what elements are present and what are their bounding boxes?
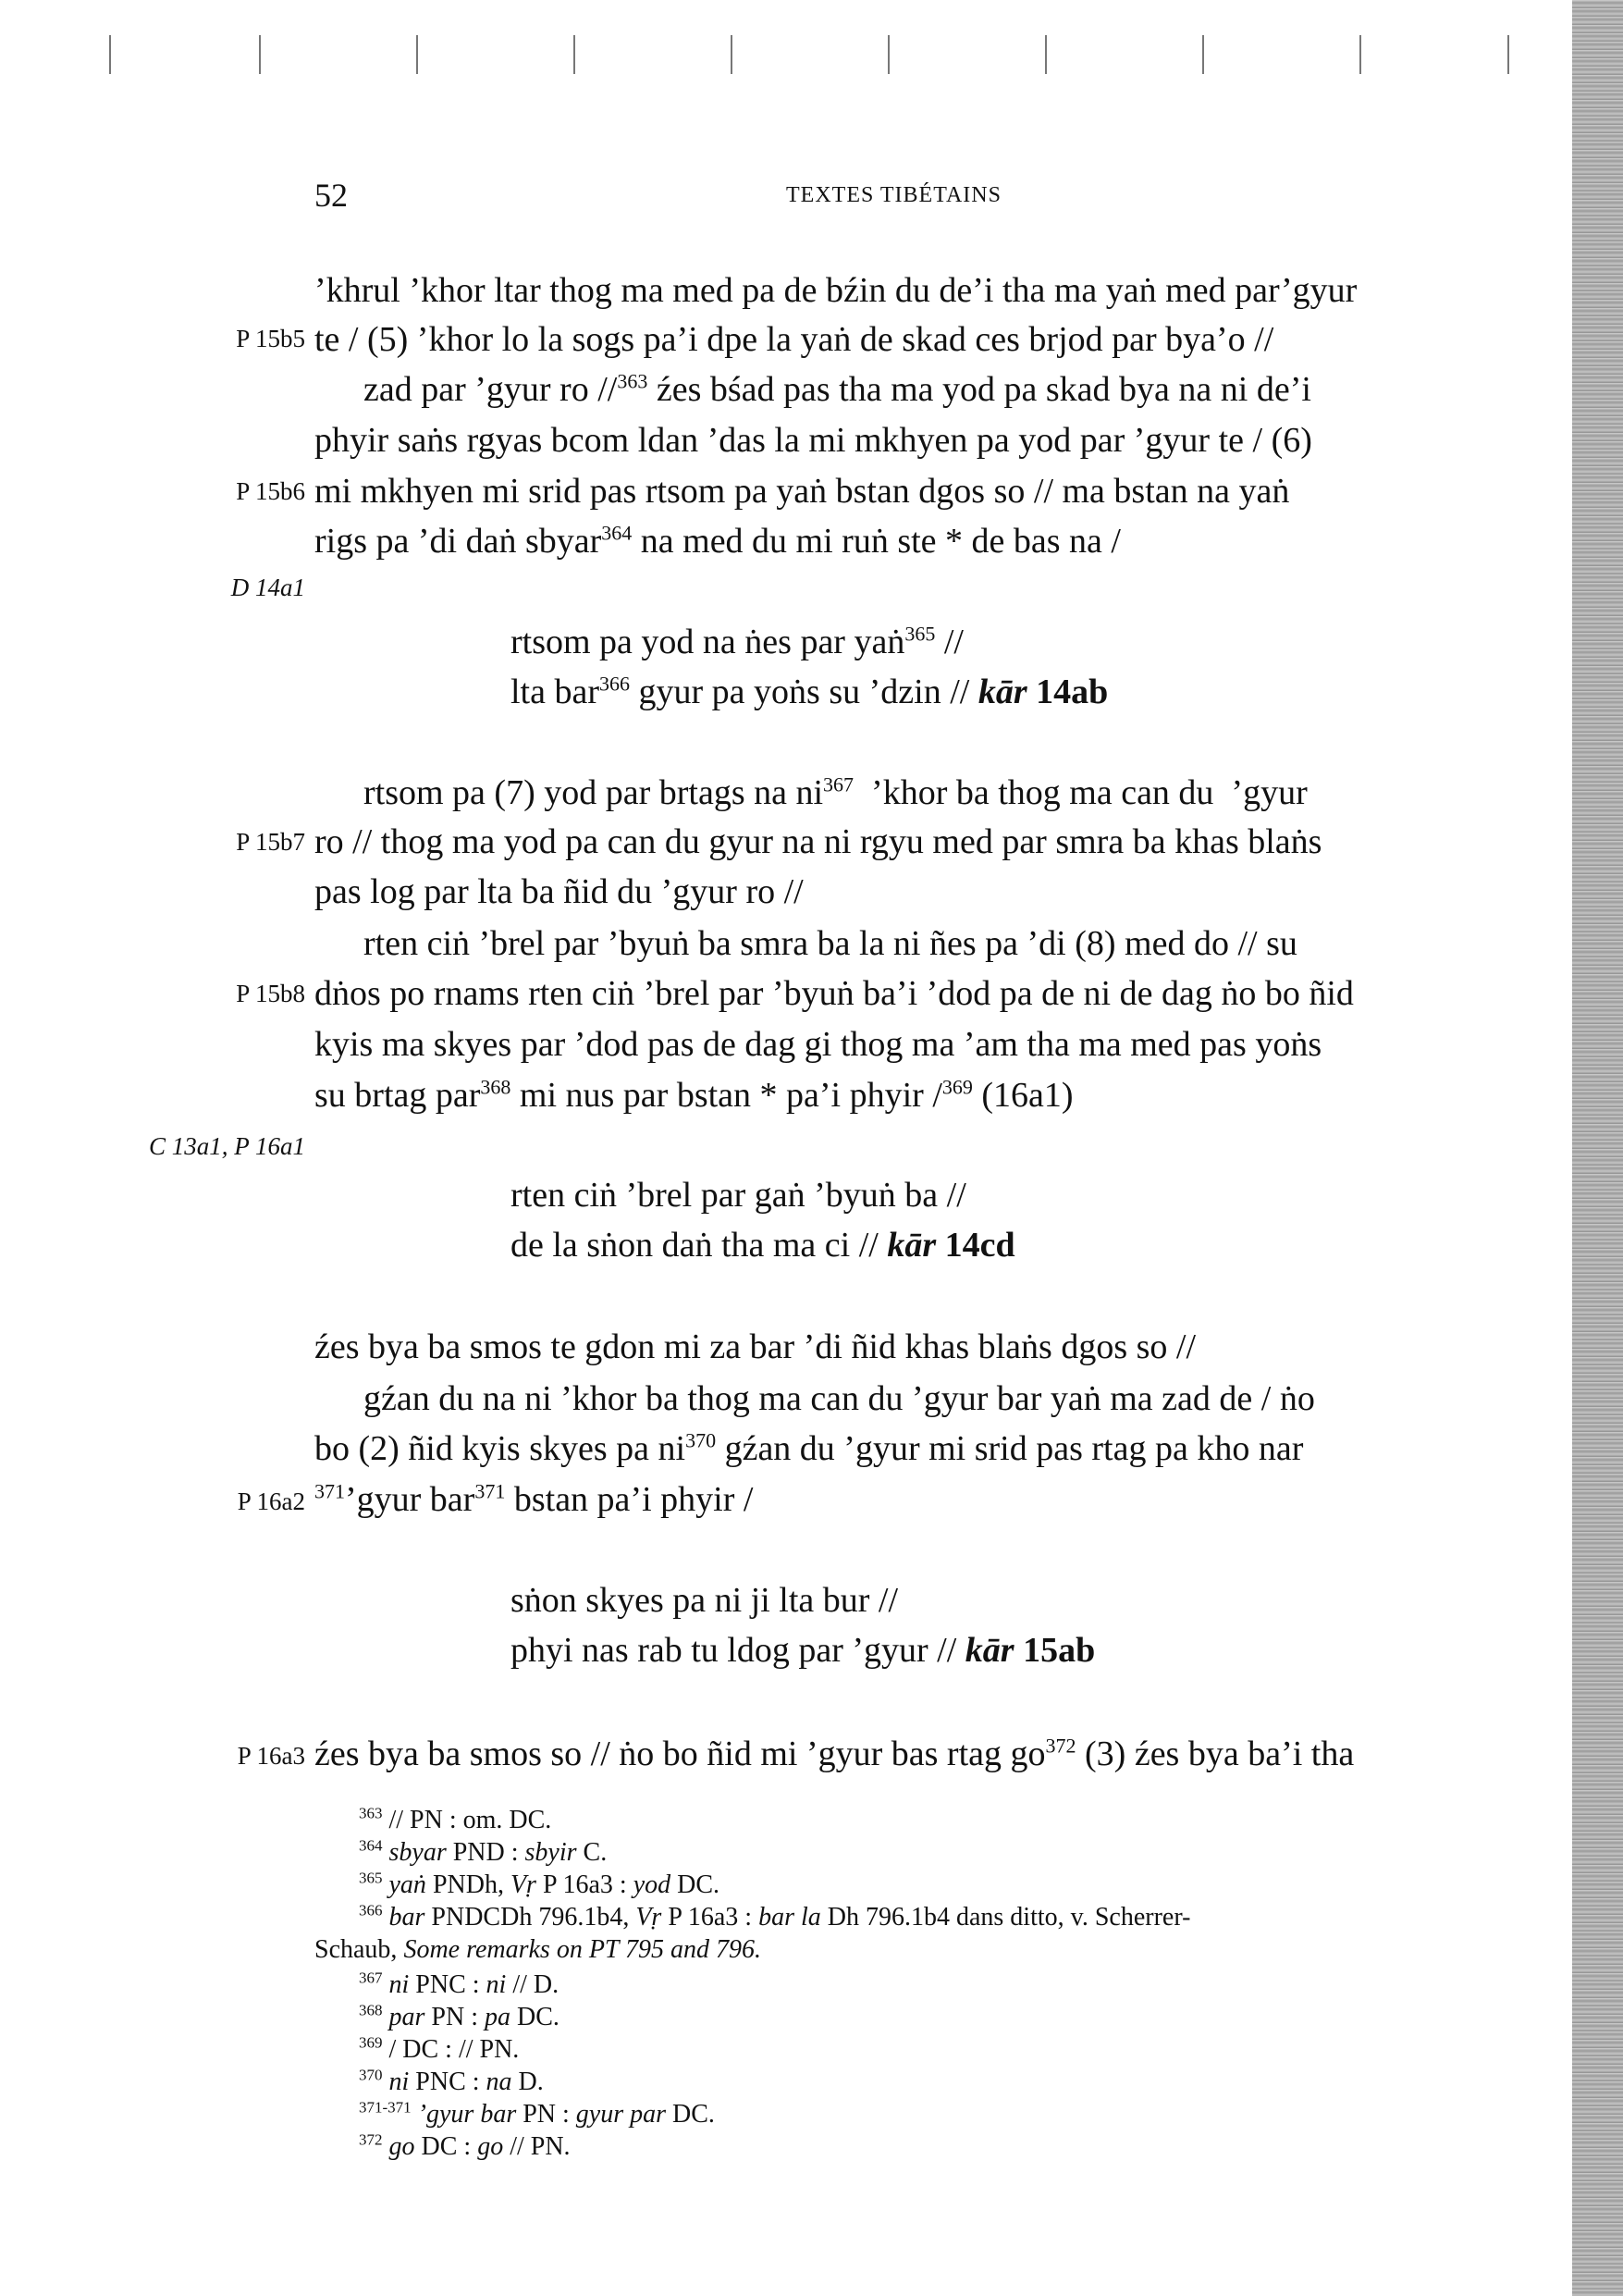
verse-line: rtsom pa yod na ṅes par yaṅ$^{365}$ // <box>510 622 964 661</box>
footnote: $^{371-371}$ ’gyur bar PN : gyur par DC. <box>359 2098 715 2129</box>
karika-label: kār <box>977 673 1027 711</box>
note-ref: 365 <box>904 622 936 646</box>
margin-ref: P 15b8 <box>236 980 305 1007</box>
text-line: źes bya ba smos te gdon mi za bar ’di ñid khas blaṅs dgos so // <box>314 1327 1197 1366</box>
text-line: phyir saṅs rgyas bcom ldan ’das la mi mkhyen pa yod par ’gyur te / (6) <box>314 421 1312 460</box>
text-line: źes bya ba smos so // ṅo bo ñid mi ’gyur bas rtag $go^{372}$ (3) źes bya ba’i tha <box>314 1734 1355 1773</box>
footnote: $^{369}$ / DC : // PN. <box>359 2033 520 2064</box>
note-ref: 364 <box>601 521 633 545</box>
margin-ref: P 16a2 <box>237 1487 305 1515</box>
note-ref: 367 <box>823 772 855 796</box>
text-line: rtsom pa (7) yod par brtags na $ni^{367}$ ’khor ba thog ma can du ’gyur <box>363 772 1308 812</box>
verse-line: sṅon skyes pa ni ji lta bur // <box>510 1581 899 1620</box>
footnote: $^{363}$ // PN : om. DC. <box>359 1804 552 1834</box>
footnote: $^{366}$ bar PNDCDh 796.1b4, Vṛ P 16a3 : bar la Dh 796.1b4 dans ditto, v. Scherrer- <box>359 1901 1191 1932</box>
note-ref: 368 <box>480 1075 511 1099</box>
footnote: $^{364}$ sbyar PND : sbyir C. <box>359 1836 608 1867</box>
footnote-continuation: Schaub, Some remarks on PT 795 and 796. <box>314 1935 761 1964</box>
karika-number: 15ab <box>1014 1631 1096 1670</box>
footnote: $^{367}$ ni PNC : ni // D. <box>359 1969 559 1999</box>
text-line: gźan du na ni ’khor ba thog ma can du ’gyur bar yaṅ ma zad de / ṅo <box>363 1379 1315 1418</box>
note-ref: 372 <box>1045 1734 1076 1758</box>
text-line: bo (2) ñid kyis skyes pa $ni^{370}$ gźan du ’gyur mi srid pas rtag pa kho nar <box>314 1428 1304 1468</box>
text-line: ’khrul ’khor ltar thog ma med pa de bźin du de’i tha ma yaṅ med par’gyur <box>314 271 1358 310</box>
verse-line: rten ciṅ ’brel par gaṅ ’byuṅ ba // <box>510 1176 966 1215</box>
scan-artifact-marks <box>102 35 1526 81</box>
text-line: pas log par lta ba ñid du ’gyur ro // <box>314 872 804 911</box>
margin-ref: P 15b7 <box>236 828 305 856</box>
text-line: mi mkhyen mi srid pas rtsom pa yaṅ bstan dgos so // ma bstan na yaṅ <box>314 472 1290 511</box>
margin-ref: D 14a1 <box>230 574 305 601</box>
note-ref: 370 <box>685 1428 717 1452</box>
footnote: $^{365}$ yaṅ PNDh, Vṛ P 16a3 : yod DC. <box>359 1869 720 1899</box>
margin-ref: C 13a1, P 16a1 <box>148 1132 305 1160</box>
footnote: $^{370}$ ni PNC : na D. <box>359 2066 544 2096</box>
note-ref: 366 <box>599 672 631 696</box>
text-line: te / (5) ’khor lo la sogs pa’i dpe la yaṅ de skad ces brjod par bya’o // <box>314 320 1274 359</box>
karika-label: kār <box>965 1631 1014 1670</box>
note-ref: 363 <box>617 369 648 393</box>
text-line: su brtag par$^{368}$ mi nus par bstan * pa’i phyir /$^{369}$ (16a1) <box>314 1075 1074 1115</box>
text-line: zad par ’gyur ro //$^{363}$ źes bśad pas tha ma yod pa skad bya na ni de’i <box>363 369 1311 409</box>
scan-edge-shadow <box>1572 0 1623 2296</box>
running-title: TEXTES TIBÉTAINS <box>786 183 1002 207</box>
karika-number: 14cd <box>936 1226 1015 1265</box>
karika-number: 14ab <box>1027 673 1109 711</box>
karika-label: kār <box>887 1226 937 1265</box>
margin-ref: P 15b5 <box>236 325 305 352</box>
note-ref: 371 <box>474 1479 506 1503</box>
verse-line: phyi nas rab tu ldog par ’gyur // kār 15ab <box>510 1631 1096 1670</box>
text-line: $^{371}$’gyur bar$^{371}$ bstan pa’i phyir / <box>314 1479 754 1519</box>
text-line: dṅos po rnams rten ciṅ ’brel par ’byuṅ ba’i ’dod pa de ni de dag ṅo bo ñid <box>314 974 1354 1013</box>
text-line: ro // thog ma yod pa can du gyur na ni rgyu med par smra ba khas blaṅs <box>314 822 1322 861</box>
verse-line: de la sṅon daṅ tha ma ci // kār 14cd <box>510 1226 1015 1265</box>
footnote: $^{372}$ go DC : go // PN. <box>359 2130 571 2161</box>
text-line: rigs pa ’di daṅ sbyar$^{364}$ na med du mi ruṅ ste * de bas na / <box>314 521 1121 561</box>
margin-ref: P 16a3 <box>237 1742 305 1770</box>
page-number: 52 <box>314 177 348 214</box>
margin-ref: P 15b6 <box>236 477 305 505</box>
text-line: kyis ma skyes par ’dod pas de dag gi thog ma ’am tha ma med pas yoṅs <box>314 1025 1322 1064</box>
footnote: $^{368}$ par PN : pa DC. <box>359 2001 559 2031</box>
note-ref: 369 <box>941 1075 973 1099</box>
verse-line: lta bar$^{366}$ gyur pa yoṅs su ’dzin // kār 14ab <box>510 672 1109 711</box>
note-ref: 371 <box>314 1479 345 1503</box>
text-line: rten ciṅ ’brel par ’byuṅ ba smra ba la ni ñes pa ’di (8) med do // su <box>363 924 1297 963</box>
page-header <box>314 176 1498 222</box>
